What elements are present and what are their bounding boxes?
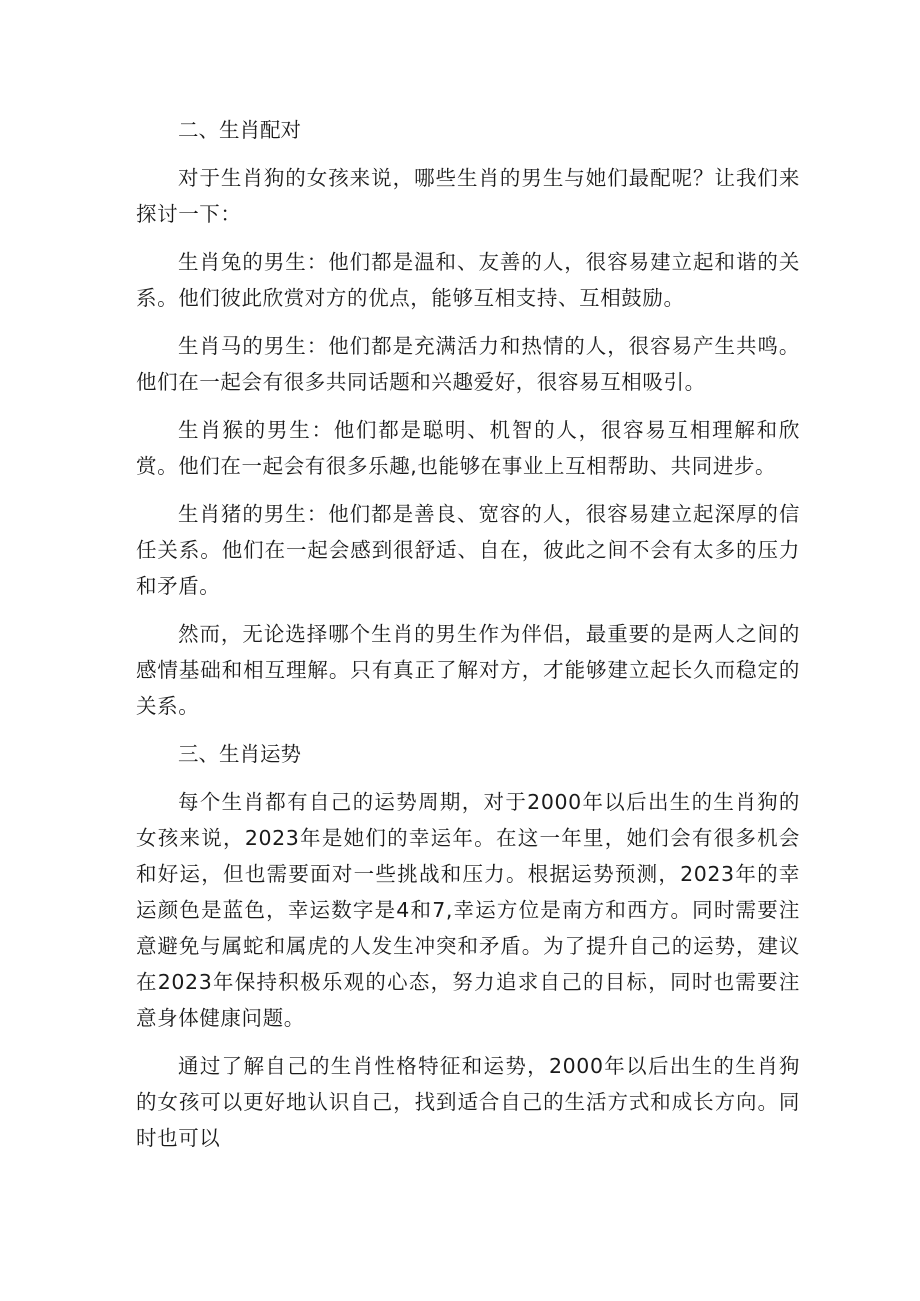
- document-body: [136, 112, 800, 1168]
- paragraph-fortune: 每个生肖都有自己的运势周期，对于2000年以后出生的生肖狗的女孩来说，2023年是她们的幸运年。在这一年里，她们会有很多机会和好运，但也需要面对一些挑战和压力。根据运势预测，2023年的幸运颜色是蓝色，幸运数字是4和7,幸运方位是南方和西方。同时需要注意避免与属蛇和属虎的人发生冲突和矛盾。为了提升自己的运势，建议在2023年保持积极乐观的心态，努力追求自己的目标，同时也需要注意身体健康问题。: [136, 790, 800, 1030]
- paragraph-monkey: 生肖猴的男生：他们都是聪明、机智的人，很容易互相理解和欣赏。他们在一起会有很多乐趣,也能够在事业上互相帮助、共同进步。: [136, 418, 800, 478]
- section-heading-zodiac-fortune: 三、生肖运势: [178, 742, 301, 766]
- paragraph-pig: 生肖猪的男生：他们都是善良、宽容的人，很容易建立起深厚的信任关系。他们在一起会感到很舒适、自在，彼此之间不会有太多的压力和矛盾。: [136, 502, 800, 598]
- paragraph-intro: 对于生肖狗的女孩来说，哪些生肖的男生与她们最配呢？让我们来探讨一下：: [136, 166, 800, 226]
- paragraph-rabbit: 生肖兔的男生：他们都是温和、友善的人，很容易建立起和谐的关系。他们彼此欣赏对方的优点，能够互相支持、互相鼓励。: [136, 250, 800, 310]
- section-heading-zodiac-matching: 二、生肖配对: [178, 118, 301, 142]
- paragraph-horse: 生肖马的男生：他们都是充满活力和热情的人，很容易产生共鸣。他们在一起会有很多共同话题和兴趣爱好，很容易互相吸引。: [136, 334, 800, 394]
- paragraph-conclusion: 然而，无论选择哪个生肖的男生作为伴侣，最重要的是两人之间的感情基础和相互理解。只有真正了解对方，才能够建立起长久而稳定的关系。: [136, 622, 800, 718]
- paragraph-summary: 通过了解自己的生肖性格特征和运势，2000年以后出生的生肖狗的女孩可以更好地认识自己，找到适合自己的生活方式和成长方向。同时也可以: [136, 1054, 800, 1150]
